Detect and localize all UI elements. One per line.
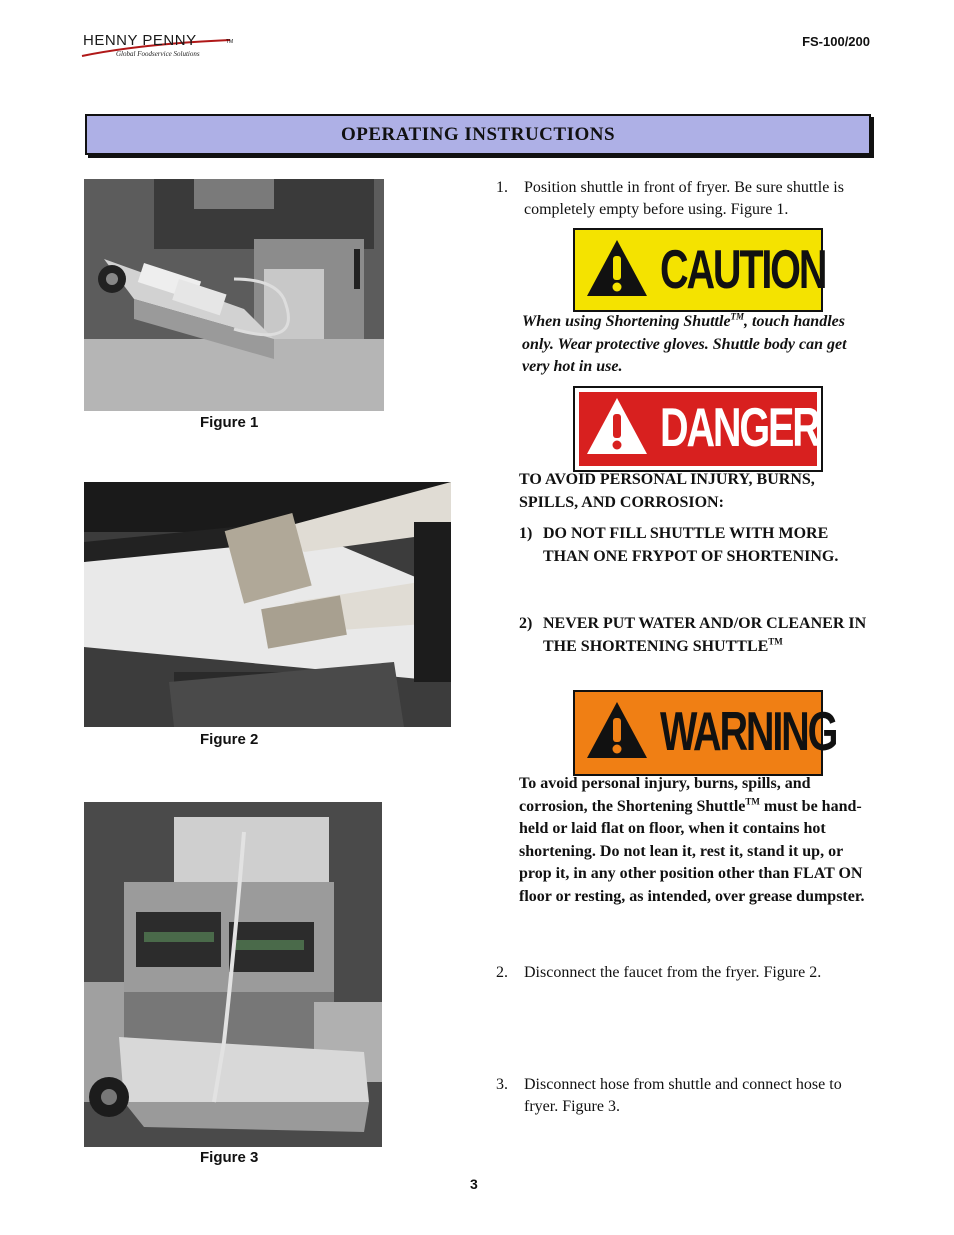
henny-penny-logo [80,26,240,60]
figure-2-caption: Figure 2 [200,731,259,748]
warning-text-start: To avoid personal injury, burns, spills, and corrosion, the Shortening Shuttle [519,775,811,815]
logo-trademark: TM [226,39,234,45]
section-title: OPERATING INSTRUCTIONS [340,124,616,145]
document-number: FS-100/200 [802,34,870,49]
figure-1-photo [84,179,384,411]
danger-item-text: DO NOT FILL SHUTTLE WITH MORE THAN ONE FRYPOT OF SHORTENING. [543,525,839,565]
step-text: Disconnect the faucet from the fryer. Figure 2. [524,964,822,981]
caution-text [522,311,872,379]
step-number: 1. [496,179,508,196]
danger-label: DANGER [660,396,819,458]
danger-item-number: 1) [519,525,533,542]
danger-item-1 [519,523,879,593]
warning-label: WARNING [660,700,837,762]
danger-item-text-wrap [543,613,873,658]
step-3 [496,1074,876,1124]
step-number: 2. [496,964,508,981]
trademark-sup: TM [730,311,745,322]
danger-item-2 [519,613,879,683]
warning-sign [573,690,837,776]
step-1 [496,177,876,227]
caution-text-end: , touch handles only. Wear protective gloves. Shuttle body can get very hot in use. [522,313,847,375]
trademark-sup: TM [745,796,760,807]
danger-item-text: NEVER PUT WATER AND/OR CLEANER IN THE SHORTENING SHUTTLE [543,615,867,655]
step-text: Position shuttle in front of fryer. Be sure shuttle is completely empty before using. Figure 1. [524,179,844,218]
caution-sign [573,228,826,312]
page-number: 3 [470,1176,478,1192]
exclamation-triangle-icon [585,396,649,456]
danger-sign [573,386,823,472]
warning-text [519,773,869,908]
step-number: 3. [496,1076,508,1093]
figure-3-photo [84,802,382,1147]
figure-2-photo [84,482,451,727]
logo-tagline: Global Foodservice Solutions [116,50,200,58]
section-banner [85,114,871,155]
danger-heading: TO AVOID PERSONAL INJURY, BURNS, SPILLS, AND CORROSION: [519,471,815,511]
figure-1-caption: Figure 1 [200,414,259,431]
danger-item-number: 2) [519,615,533,632]
exclamation-triangle-icon [585,238,649,298]
step-text: Disconnect hose from shuttle and connect hose to fryer. Figure 3. [524,1076,842,1115]
exclamation-triangle-icon [585,700,649,760]
caution-text-start: When using Shortening Shuttle [522,313,731,330]
warning-text-end: must be hand-held or laid flat on floor, when it contains hot shortening. Do not lean it, rest it, stand it up, or prop it, in any other position other than FLAT ON floor or resting, as intended, over grease dumpster. [519,797,865,905]
logo-brand: HENNY PENNY [83,32,197,49]
figure-3-caption: Figure 3 [200,1149,259,1166]
step-2 [496,962,876,986]
caution-label: CAUTION [660,238,826,300]
trademark-sup: TM [768,636,783,647]
